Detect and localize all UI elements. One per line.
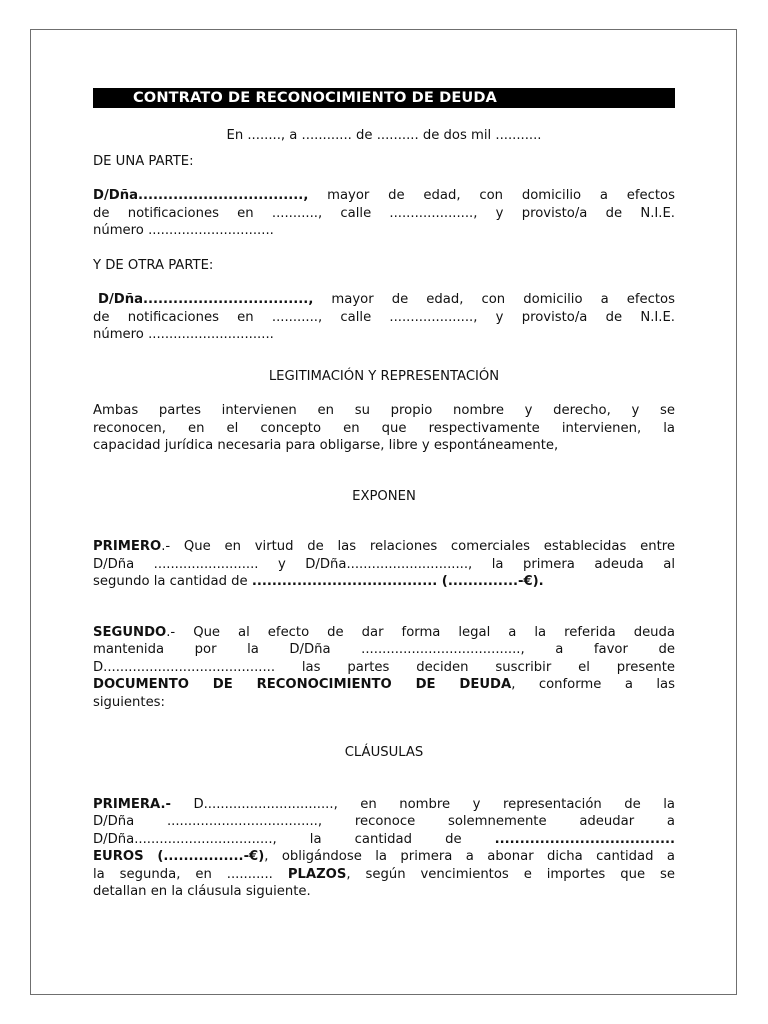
primero-paragraph bbox=[93, 538, 675, 591]
parte1-paragraph bbox=[93, 187, 675, 240]
document-page bbox=[30, 29, 737, 995]
legitimacion-line3: capacidad jurídica necesaria para obligarse, libre y espontáneamente, bbox=[93, 438, 559, 453]
legitimacion-line1: Ambas partes intervienen en su propio nombre y derecho, y se bbox=[93, 403, 675, 418]
primera-line4: EUROS (................-€), obligándose la primera a abonar dicha cantidad a bbox=[93, 849, 675, 864]
segundo-label: SEGUNDO bbox=[93, 624, 167, 640]
parte1-name: D/Dña................................., bbox=[93, 188, 309, 203]
primero-line1: PRIMERO.- Que en virtud de las relaciones comerciales establecidas entre bbox=[93, 539, 675, 554]
primera-line3: D/Dña................................., la cantidad de .................................... bbox=[93, 831, 675, 847]
parte2-line2: de notificaciones en ..........., calle ...................., y provisto/a de N.I.E. bbox=[93, 309, 675, 325]
primero-label: PRIMERO bbox=[93, 539, 162, 554]
segundo-document-name: DOCUMENTO DE RECONOCIMIENTO DE DEUDA bbox=[93, 677, 512, 692]
segundo-line4: DOCUMENTO DE RECONOCIMIENTO DE DEUDA, conforme a las bbox=[93, 677, 675, 692]
segundo-line3: D......................................... las partes deciden suscribir el presente bbox=[93, 659, 675, 675]
legitimacion-paragraph bbox=[93, 402, 675, 455]
parte2-paragraph bbox=[93, 291, 675, 344]
parte1-line1: D/Dña................................., mayor de edad, con domicilio a efectos bbox=[93, 188, 675, 203]
legitimacion-heading: LEGITIMACIÓN Y REPRESENTACIÓN bbox=[268, 368, 500, 384]
place-date-line: En ........, a ............ de .......... de dos mil ........... bbox=[226, 128, 542, 143]
primera-line5: la segunda, en ........... PLAZOS, según vencimientos e importes que se bbox=[93, 866, 676, 882]
segundo-paragraph bbox=[93, 624, 675, 712]
primera-euros: EUROS (................-€) bbox=[93, 849, 265, 864]
primera-line2: D/Dña ...................................., reconoce solemnemente adeudar a bbox=[93, 814, 675, 829]
primera-line1: PRIMERA.- D..............................., en nombre y representación de la bbox=[93, 796, 675, 812]
segundo-line5: siguientes: bbox=[93, 694, 165, 710]
primera-label: PRIMERA.- bbox=[93, 796, 171, 812]
parte2-line3: número .............................. bbox=[93, 327, 274, 342]
primera-clausula-paragraph bbox=[93, 796, 675, 901]
document-title: CONTRATO DE RECONOCIMIENTO DE DEUDA bbox=[93, 88, 675, 108]
primero-line3: segundo la cantidad de ..................................... (..............-€). bbox=[93, 574, 544, 589]
segundo-line2: mantenida por la D/Dña ......................................, a favor de bbox=[93, 642, 675, 657]
parte1-line3: número .............................. bbox=[93, 223, 274, 238]
primera-plazos: PLAZOS bbox=[287, 866, 347, 882]
primera-amount: .................................... bbox=[494, 831, 675, 847]
primero-amount: ..................................... (..............-€). bbox=[251, 574, 544, 589]
exponen-heading: EXPONEN bbox=[352, 488, 416, 504]
document-body bbox=[93, 88, 675, 901]
primero-line2: D/Dña ......................... y D/Dña............................., la primera adeuda al bbox=[93, 556, 675, 572]
segundo-line1: SEGUNDO.- Que al efecto de dar forma legal a la referida deuda bbox=[93, 624, 675, 640]
parte1-heading: DE UNA PARTE: bbox=[93, 153, 194, 169]
parte1-line2: de notificaciones en ..........., calle ...................., y provisto/a de N.I.E. bbox=[93, 205, 675, 221]
parte2-line1: D/Dña................................., mayor de edad, con domicilio a efectos bbox=[98, 292, 675, 307]
primera-line6: detallan en la cláusula siguiente. bbox=[93, 884, 311, 899]
legitimacion-line2: reconocen, en el concepto en que respectivamente intervienen, la bbox=[93, 420, 675, 436]
clausulas-heading: CLÁUSULAS bbox=[344, 745, 424, 760]
parte2-name: D/Dña................................., bbox=[98, 292, 314, 307]
parte2-heading: Y DE OTRA PARTE: bbox=[93, 257, 214, 273]
